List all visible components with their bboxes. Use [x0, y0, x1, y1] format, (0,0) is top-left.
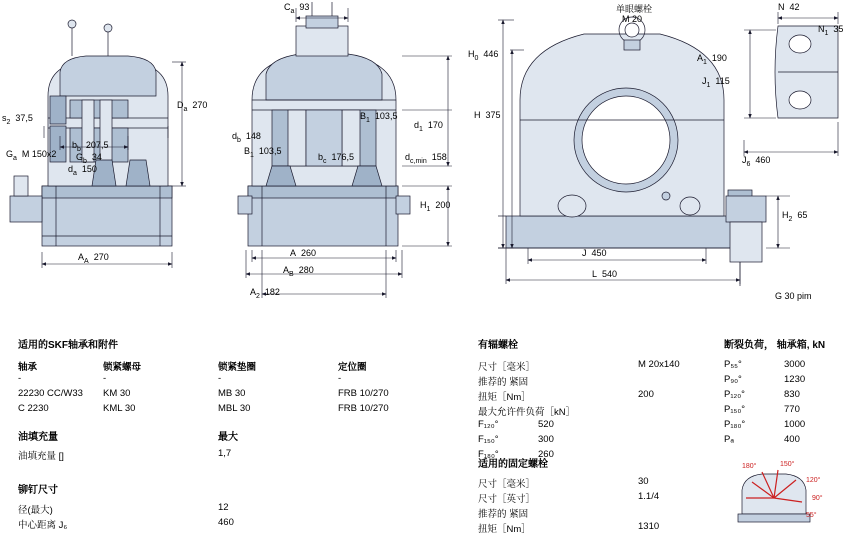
fr-r3-label: P₁₅₀° [724, 404, 746, 415]
dim-J1: $J_1$ 115 [702, 76, 730, 89]
radial-r5-value: 300 [538, 434, 554, 445]
dim-B1-bottom: $B_1$ 103,5 [244, 146, 282, 159]
view-right-plan [726, 26, 838, 262]
radial-r4-label: F₁₂₀° [478, 419, 499, 430]
dim-AB: $A_B$ 280 [283, 265, 314, 278]
dim-L: L 540 [592, 269, 618, 279]
fr-r1-value: 1230 [784, 374, 806, 385]
dim-s2: $s_2$ 37,5 [2, 113, 33, 126]
oil-value: 1,7 [218, 448, 232, 459]
dim-A1: $A_1$ 190 [697, 53, 727, 66]
label-M20: M 20 [622, 14, 643, 24]
radial-r5-label: F₁₅₀° [478, 434, 499, 445]
fix-r2-label: 推荐的 紧固 [478, 509, 529, 520]
col-locknut: 锁紧螺母 [103, 362, 142, 373]
radial-r0-label: 尺寸［毫米］ [478, 362, 536, 373]
col-lockwasher: 锁紧垫圈 [218, 362, 257, 373]
radial-r2-label: 扭矩［Nm］ [478, 392, 531, 403]
radial-r6-label: F₁₈₀° [478, 449, 499, 460]
cell-r2c1: KML 30 [103, 403, 136, 414]
dim-AA: $A_A$ 270 [78, 252, 109, 265]
dim-H2: $H_2$ 65 [782, 210, 808, 223]
cell-r2c3: FRB 10/270 [338, 403, 389, 414]
fix-r3-label: 扭矩［Nm］ [478, 524, 531, 535]
fr-r2-label: P₁₂₀° [724, 389, 745, 400]
pin-row0-value: 12 [218, 502, 229, 513]
fr-r0-value: 3000 [784, 359, 806, 370]
fix-r3-value: 1310 [638, 521, 660, 532]
cell-r1c0: 22230 CC/W33 [18, 388, 83, 399]
pin-row1-value: 460 [218, 517, 234, 528]
load-angle-icon [738, 470, 810, 522]
fr-r5-value: 400 [784, 434, 800, 445]
cell-r0c3: - [338, 373, 342, 384]
dim-B1-top: $B_1$ 103,5 [360, 111, 398, 124]
table-oil-fill [18, 428, 448, 463]
pin-row0-label: 径(最大) [18, 505, 53, 516]
radial-title: 有辐螺栓 [478, 340, 518, 351]
cell-r2c2: MBL 30 [218, 403, 251, 414]
radial-r6-value: 260 [538, 449, 554, 460]
view-left-section [10, 20, 172, 246]
radial-r3-label: 最大允许件负荷［kN］ [478, 407, 576, 418]
fr-r0-label: P₅₅° [724, 359, 742, 370]
cell-r1c2: MB 30 [218, 388, 246, 399]
dim-J: J 450 [582, 248, 607, 258]
radial-r2-value: 200 [638, 389, 654, 400]
dim-H0: $H_0$ 446 [468, 49, 499, 62]
pin-row1-label: 中心距离 J₆ [18, 520, 68, 531]
dim-N1: $N_1$ 35 [818, 24, 844, 37]
table-fracture-loads [724, 336, 854, 449]
dim-Gb: $G_b$ 34 [76, 152, 102, 165]
angle-label-180: 180° [742, 463, 757, 470]
cell-r1c3: FRB 10/270 [338, 388, 389, 399]
angle-label-150: 150° [780, 461, 795, 468]
table-fixing-bolts [478, 455, 728, 536]
cell-r0c1: - [103, 373, 107, 384]
dim-N: N 42 [778, 2, 800, 12]
fr-r3-value: 770 [784, 404, 800, 415]
dim-db: $d_b$ 148 [232, 131, 261, 144]
left-table-title: 适用的SKF轴承和附件 [18, 340, 118, 351]
table-skf-bearings [18, 336, 448, 418]
dim-Ca: $C_a$ 93 [284, 2, 310, 15]
radial-r0-value: M 20x140 [638, 359, 680, 370]
dim-Ga: $G_a$ M 150x2 [6, 149, 57, 162]
table-radial-bolts [478, 336, 728, 464]
radial-r4-value: 520 [538, 419, 554, 430]
fr-r1-label: P₉₀° [724, 374, 742, 385]
fix-r1-value: 1.1/4 [638, 491, 660, 502]
dim-J6: $J_6$ 460 [742, 155, 771, 168]
fr-r4-label: P₁₈₀° [724, 419, 746, 430]
angle-label-90: 90° [812, 495, 823, 502]
angle-label-55: 55° [806, 512, 817, 519]
radial-r1-label: 推荐的 紧固 [478, 377, 529, 388]
dim-H1: $H_1$ 200 [420, 200, 451, 213]
dim-A2: $A_2$ 182 [250, 287, 280, 300]
oil-title: 油填充量 [18, 432, 58, 443]
angle-label-120: 120° [806, 477, 821, 484]
table-pin-size [18, 481, 448, 532]
dim-H: H 375 [474, 110, 501, 120]
fr-r5-label: Pₐ [724, 434, 734, 445]
cell-r0c0: - [18, 373, 22, 384]
dim-bb: $b_b$ 207,5 [72, 140, 109, 153]
pin-title: 铆钉尺寸 [18, 485, 58, 496]
fix-r0-value: 30 [638, 476, 649, 487]
dim-bc: $b_c$ 176,5 [318, 152, 355, 165]
oil-max-label: 最大 [218, 432, 238, 443]
cell-r0c2: - [218, 373, 222, 384]
oil-row-label: 油填充量 [] [18, 451, 64, 462]
col-bearing: 轴承 [18, 362, 38, 373]
label-eyebolt: 单眼螺栓 [616, 4, 653, 14]
view-middle-section [238, 2, 410, 246]
fix-r0-label: 尺寸［毫米］ [478, 479, 536, 490]
dim-da: $d_a$ 150 [68, 164, 97, 177]
fr-r2-value: 830 [784, 389, 800, 400]
fracture-title: 断裂负荷， 轴承箱, kN [724, 340, 826, 351]
cell-r2c0: C 2230 [18, 403, 49, 414]
dim-dc-min: $d_{c,min}$ 158 [405, 152, 447, 165]
dim-Da: $D_a$ 270 [177, 100, 208, 113]
fix-r1-label: 尺寸［英寸］ [478, 494, 536, 505]
cell-r1c1: KM 30 [103, 388, 131, 399]
fr-r4-value: 1000 [784, 419, 806, 430]
dim-d1: $d_1$ 170 [414, 120, 443, 133]
dim-G: G 30 pim [775, 291, 812, 301]
fix-title: 适用的固定螺栓 [478, 459, 548, 470]
dim-A: A 260 [290, 248, 317, 258]
col-locatingring: 定位圈 [338, 362, 367, 373]
